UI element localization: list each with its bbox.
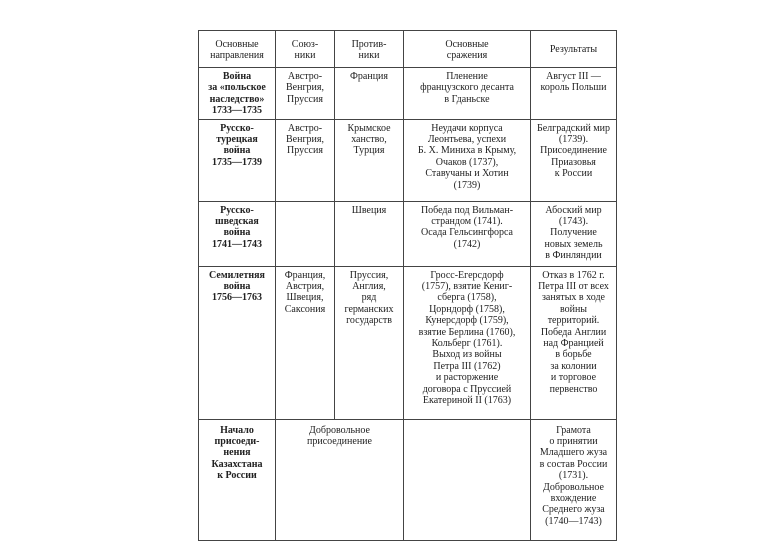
enemies-cell: Швеция [335,201,404,266]
direction-cell: Война за «польское наследство» 1733—1735 [199,68,276,120]
table-row [199,68,617,120]
results-cell: Грамота о принятии Младшего жуза в состав России (1731). Добровольное вхождение Среднего жуза (1740—1743) [531,419,617,540]
battles-cell: Пленение французского десанта в Гданьске [404,68,531,120]
header-row [199,31,617,68]
allies-cell: Австро- Венгрия, Пруссия [276,68,335,120]
direction-cell: Русско- шведская война 1741—1743 [199,201,276,266]
table-row [199,419,617,540]
allies-cell: Франция, Австрия, Швеция, Саксония [276,266,335,419]
wars-table [198,30,617,541]
results-cell: Абоский мир (1743). Получение новых земель в Финляндии [531,201,617,266]
enemies-cell: Крымское ханство, Турция [335,119,404,201]
header-battles: Основные сражения [404,31,531,68]
results-cell: Отказ в 1762 г. Петра III от всех занятых в ходе войны территорий. Победа Англии над Францией в борьбе за колонии и торговое первенство [531,266,617,419]
direction-cell: Русско- турецкая война 1735—1739 [199,119,276,201]
header-allies: Союз- ники [276,31,335,68]
battles-cell: Гросс-Егерсдорф (1757), взятие Кениг- сберга (1758), Цорндорф (1758), Кунерсдорф (1759), взятие Берлина (1760), Кольберг (1761). Выход из войны Петра III (1762) и расторжение договора с Пруссией Екатериной II (1763) [404,266,531,419]
allies-cell [276,201,335,266]
allies-cell: Австро- Венгрия, Пруссия [276,119,335,201]
enemies-cell: Франция [335,68,404,120]
results-cell: Август III — король Польши [531,68,617,120]
allies-enemies-cell: Добровольное присоединение [276,419,404,540]
header-enemies: Против- ники [335,31,404,68]
battles-cell: Победа под Вильман- страндом (1741). Осада Гельсингфорса (1742) [404,201,531,266]
direction-cell: Семилетняя война 1756—1763 [199,266,276,419]
results-cell: Белградский мир (1739). Присоединение Приазовья к России [531,119,617,201]
table-row [199,266,617,419]
table-row [199,201,617,266]
header-directions: Основные направления [199,31,276,68]
battles-cell: Неудачи корпуса Леонтьева, успехи Б. Х. Миниха в Крыму, Очаков (1737), Ставучаны и Хотин (1739) [404,119,531,201]
battles-cell [404,419,531,540]
table-row [199,119,617,201]
header-results: Результаты [531,31,617,68]
direction-cell: Начало присоеди- нения Казахстана к России [199,419,276,540]
enemies-cell: Пруссия, Англия, ряд германских государств [335,266,404,419]
